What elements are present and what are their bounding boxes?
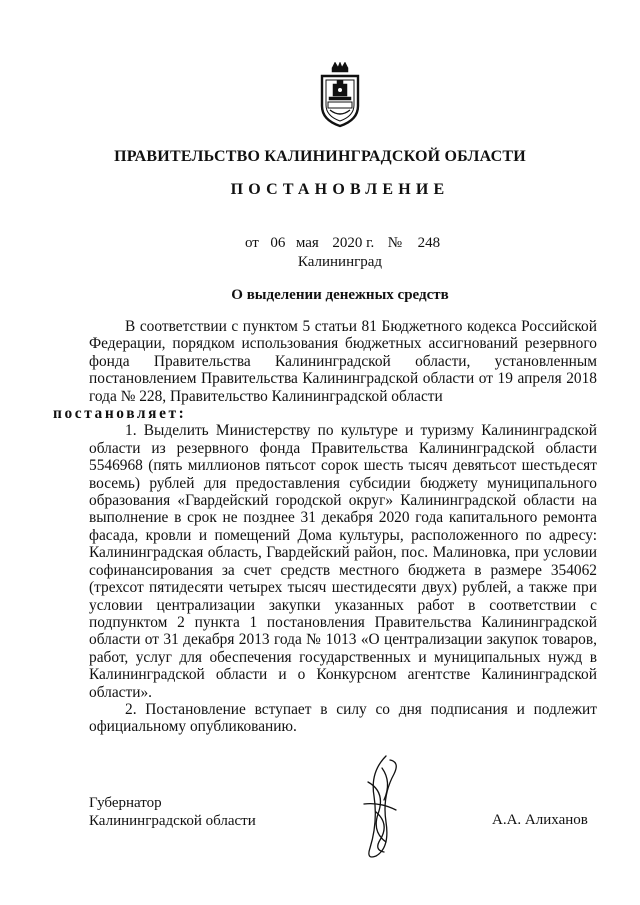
organization-name: ПРАВИТЕЛЬСТВО КАЛИНИНГРАДСКОЙ ОБЛАСТИ [114, 148, 526, 165]
city: Калининград [297, 254, 383, 270]
resolves-word: постановляет: [53, 405, 187, 423]
signatory-name: А.А. Алиханов [492, 812, 588, 828]
document-subject: О выделении денежных средств [231, 287, 449, 303]
coat-of-arms-icon [318, 62, 362, 128]
document-body [53, 318, 597, 736]
date-day: 06 [270, 235, 286, 251]
document-date-number [245, 235, 440, 252]
signatory-title-line-2: Калининградской области [89, 813, 256, 829]
document-number: 248 [417, 235, 441, 251]
date-prefix: от [245, 235, 259, 251]
number-sign: № [387, 235, 403, 251]
intro-paragraph [53, 318, 597, 423]
signatory-title [89, 794, 256, 830]
signature-icon [356, 752, 404, 864]
item-1-paragraph: 1. Выделить Министерству по культуре и туризму Калининградской области из резервного фонда Правительства Калининградской области 5546968 (пять миллионов пятьсот сорок шесть тысяч девятьсот шестьдесят восемь) рублей для предоставления субсидии бюджету муниципального образования «Гвардейский городской округ» Калининградской области на выполнение в срок не позднее 31 декабря 2020 года капитального ремонта фасада, кровли и помещений Дома культуры, расположенного по адресу: Калининградская область, Гвардейский район, пос. Малиновка, при условии софинансирования за счет средств местного бюджета в размере 354062 (трехсот пятидесяти четырех тысяч шестидесяти двух) рублей, а также при условии централизации закупки указанных работ в соответствии с подпунктом 2 пункта 1 постановления Правительства Калининградской области от 31 декабря 2013 года № 1013 «О централизации закупок товаров, работ, услуг для обеспечения государственных и муниципальных нужд в Калининградской области и о Конкурсном агентстве Калининградской области». [89, 422, 597, 701]
item-2-paragraph: 2. Постановление вступает в силу со дня подписания и подлежит официальному опубликованию. [89, 700, 597, 736]
date-year: 2020 г. [332, 235, 375, 251]
date-month: мая [295, 235, 319, 251]
intro-text: В соответствии с пунктом 5 статьи 81 Бюджетного кодекса Российской Федерации, порядком использования бюджетных ассигнований резервного фонда Правительства Калининградской области, установленным постановлением Правительства Калининградской области от 19 апреля 2018 года № 228, Правительство Калининградской области [89, 318, 597, 405]
document-type: ПОСТАНОВЛЕНИЕ [230, 181, 450, 198]
signatory-title-line-1: Губернатор [89, 795, 162, 811]
